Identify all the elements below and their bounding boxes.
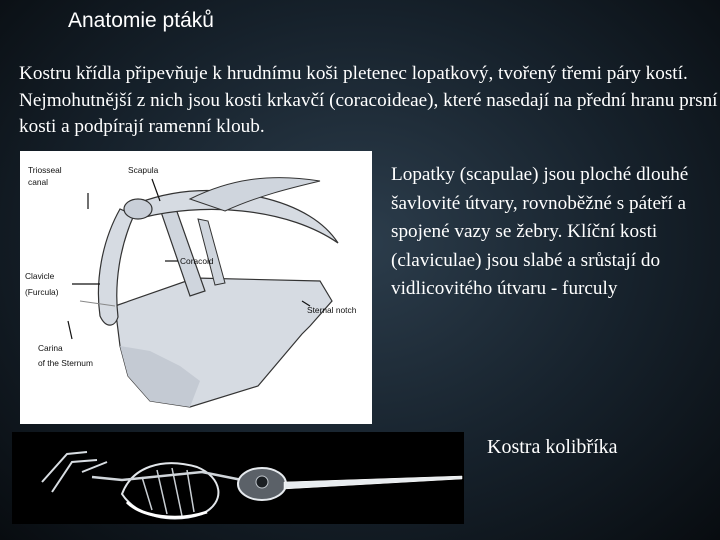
coracoid-strut <box>198 219 225 285</box>
label-clavicle-2: (Furcula) <box>25 287 59 297</box>
label-triosseal-1: Triosseal <box>28 165 62 175</box>
skeleton-drawing <box>12 432 464 524</box>
label-carina-1: Carina <box>38 343 63 353</box>
skeleton-spine <box>92 472 242 480</box>
slide-title: Anatomie ptáků <box>68 9 214 32</box>
label-clavicle-1: Clavicle <box>25 271 55 281</box>
label-sternal-notch: Sternal notch <box>307 305 357 315</box>
skeleton-feet <box>42 452 107 492</box>
skeleton-beak <box>284 476 462 489</box>
label-carina-2: of the Sternum <box>38 358 93 368</box>
shoulder-joint <box>124 199 152 219</box>
label-scapula: Scapula <box>128 165 159 175</box>
label-triosseal-2: canal <box>28 177 49 187</box>
hummingbird-skeleton-photo <box>12 432 464 524</box>
diagram-drawing <box>20 151 372 424</box>
skeleton-eye-socket <box>256 476 268 488</box>
label-coracoid: Coracoid <box>180 256 214 266</box>
scapula-clavicle-paragraph: Lopatky (scapulae) jsou ploché dlouhé šavlovité útvary, rovnoběžné s páteří a spojené vazy se žebry. Klíční kosti (claviculae) jsou slabé a srůstají do vidlicovitého útvaru - furculy <box>391 164 689 299</box>
shoulder-girdle-diagram <box>20 151 372 424</box>
skeleton-keel <box>127 502 207 517</box>
photo-caption: Kostra kolibříka <box>487 436 618 458</box>
intro-paragraph: Kostru křídla připevňuje k hrudnímu koši pletenec lopatkový, tvořený třemi páry kostí. Nejmohutnější z nich jsou kosti krkavčí (coracoideae), které nasedají na přední hranu prsní kosti a podpírají ramenní kloub. <box>19 63 718 137</box>
leader-carina <box>68 321 72 339</box>
